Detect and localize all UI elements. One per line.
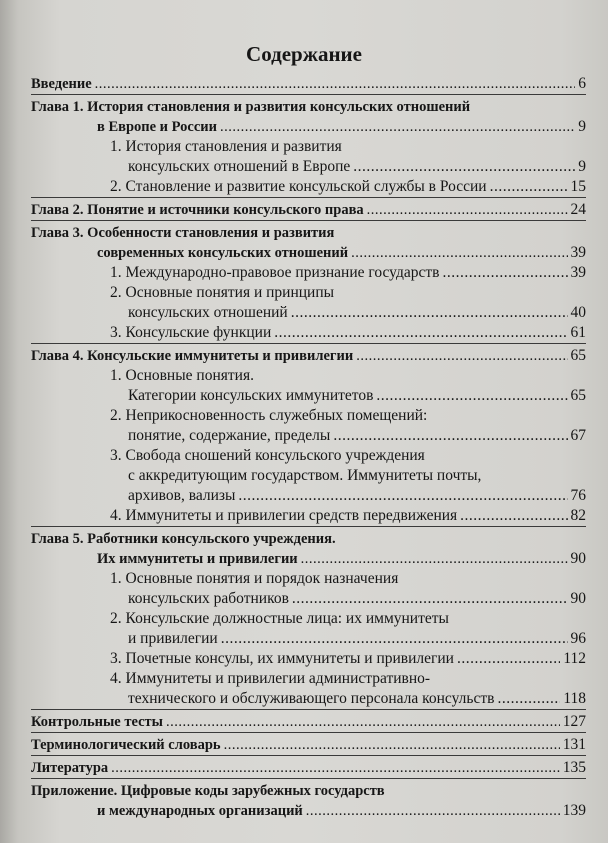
- toc-entry-text: 2. Становление и развитие консульской службы в России: [110, 178, 487, 195]
- toc-entry-text: 3. Почетные консулы, их иммунитеты и привилегии: [110, 650, 454, 667]
- toc-line: [110, 303, 586, 323]
- toc-line: [110, 669, 586, 689]
- toc-entry-text: и привилегии: [128, 630, 218, 647]
- toc-line: [110, 283, 586, 303]
- toc-line: [31, 781, 586, 801]
- toc-line: [31, 97, 586, 117]
- table-of-contents: [22, 74, 586, 821]
- page-number: 6: [578, 75, 586, 92]
- toc-chapter-entry: [22, 200, 586, 220]
- toc-entry-text: Контрольные тесты: [31, 714, 163, 730]
- toc-line: [31, 223, 586, 243]
- page-number: 131: [562, 736, 586, 753]
- toc-line: [110, 426, 586, 446]
- page-number: 61: [570, 324, 586, 341]
- toc-section-entry: [22, 649, 586, 669]
- page-number: 139: [562, 802, 586, 819]
- toc-entry-text: понятие, содержание, пределы: [128, 427, 331, 444]
- toc-entry-text: 2. Основные понятия и принципы: [110, 284, 335, 301]
- toc-entry-text: Категории консульских иммунитетов: [128, 387, 374, 404]
- toc-line: [110, 629, 586, 649]
- dot-leader: [301, 549, 568, 569]
- dot-leader: [111, 758, 560, 778]
- toc-line: [110, 366, 586, 386]
- page-number: 96: [570, 630, 586, 647]
- toc-section-entry: [22, 283, 586, 323]
- toc-entry-text: 2. Консульские должностные лица: их иммунитеты: [110, 610, 449, 627]
- toc-entry-text: современных консульских отношений: [97, 245, 349, 261]
- toc-entry-text: Глава 2. Понятие и источники консульского права: [31, 202, 364, 218]
- toc-line: [110, 263, 586, 283]
- toc-entry-text: консульских отношений в Европе: [128, 158, 351, 175]
- toc-chapter-entry: [22, 74, 586, 94]
- dot-leader: [497, 689, 560, 709]
- toc-line: [110, 689, 586, 709]
- toc-line: [110, 649, 586, 669]
- toc-line: [31, 346, 586, 366]
- toc-line: [31, 74, 586, 94]
- toc-line: [110, 157, 586, 177]
- toc-line: [110, 589, 586, 609]
- toc-chapter-entry: [22, 223, 586, 263]
- toc-line: [31, 117, 586, 137]
- page-number: 15: [570, 178, 586, 195]
- toc-line: [110, 406, 586, 426]
- page-number: 76: [570, 487, 586, 504]
- toc-section-entry: [22, 406, 586, 446]
- toc-section-entry: [22, 137, 586, 177]
- toc-entry-text: 1. Основные понятия.: [110, 367, 254, 384]
- toc-entry-text: Глава 4. Консульские иммунитеты и привилегии: [31, 348, 354, 364]
- page-number: 39: [570, 244, 586, 261]
- page-title: Содержание: [246, 42, 362, 66]
- toc-chapter-entry: [22, 529, 586, 569]
- toc-line: [31, 243, 586, 263]
- dot-leader: [367, 200, 568, 220]
- toc-entry-text: 1. Основные понятия и порядок назначения: [110, 570, 399, 587]
- dot-leader: [274, 323, 567, 343]
- toc-section-entry: [22, 263, 586, 283]
- page-number: 127: [562, 713, 586, 730]
- toc-section-entry: [22, 506, 586, 526]
- toc-line: [31, 549, 586, 569]
- page-number: 65: [570, 387, 586, 404]
- page-number: 118: [563, 690, 586, 707]
- toc-entry-text: технического и обслуживающего персонала консульств: [128, 690, 495, 707]
- dot-leader: [457, 649, 560, 669]
- toc-section-entry: [22, 609, 586, 649]
- toc-section-entry: [22, 669, 586, 709]
- toc-entry-text: Их иммунитеты и привилегии: [97, 551, 298, 567]
- toc-line: [110, 506, 586, 526]
- page-number: 90: [570, 550, 586, 567]
- toc-section-entry: [22, 323, 586, 343]
- toc-entry-text: Терминологический словарь: [31, 737, 221, 753]
- toc-entry-text: 1. История становления и развития: [110, 138, 342, 155]
- dot-leader: [224, 735, 560, 755]
- toc-entry-text: 2. Неприкосновенность служебных помещений:: [110, 407, 428, 424]
- toc-line: [31, 200, 586, 220]
- page-number: 65: [570, 347, 586, 364]
- dot-leader: [221, 629, 568, 649]
- toc-entry-text: консульских отношений: [128, 304, 288, 321]
- dot-leader: [166, 712, 560, 732]
- toc-line: [31, 529, 586, 549]
- page-number: 39: [570, 264, 586, 281]
- toc-chapter-entry: [22, 712, 586, 732]
- page-number: 24: [570, 201, 586, 218]
- toc-chapter-entry: [22, 781, 586, 821]
- toc-entry-text: 3. Свобода сношений консульского учреждения: [110, 447, 425, 464]
- toc-entry-text: Литература: [31, 760, 109, 776]
- toc-chapter-entry: [22, 735, 586, 755]
- toc-entry-text: Введение: [31, 76, 92, 92]
- toc-section-entry: [22, 569, 586, 609]
- toc-line: [110, 466, 586, 486]
- toc-section-entry: [22, 177, 586, 197]
- toc-line: [31, 801, 586, 821]
- toc-chapter-entry: [22, 346, 586, 366]
- dot-leader: [353, 157, 575, 177]
- toc-section-entry: [22, 446, 586, 506]
- page-number: 9: [578, 158, 586, 175]
- toc-line: [31, 758, 586, 778]
- dot-leader: [351, 243, 567, 263]
- page-number: 9: [578, 118, 586, 135]
- toc-section-entry: [22, 366, 586, 406]
- page-number: 40: [570, 304, 586, 321]
- dot-leader: [95, 74, 576, 94]
- toc-entry-text: 4. Иммунитеты и привилегии средств передвижения: [110, 507, 458, 524]
- toc-line: [110, 386, 586, 406]
- toc-entry-text: с аккредитующим государством. Иммунитеты почты,: [128, 467, 482, 484]
- toc-line: [110, 609, 586, 629]
- dot-leader: [292, 589, 568, 609]
- dot-leader: [442, 263, 567, 283]
- toc-entry-text: и международных организаций: [97, 803, 303, 819]
- page-number: 112: [563, 650, 586, 667]
- toc-entry-text: архивов, вализы: [128, 487, 236, 504]
- page-number: 67: [570, 427, 586, 444]
- page-number: 90: [570, 590, 586, 607]
- dot-leader: [490, 177, 568, 197]
- toc-line: [110, 323, 586, 343]
- toc-line: [110, 569, 586, 589]
- toc-line: [110, 486, 586, 506]
- toc-entry-text: в Европе и России: [97, 119, 217, 135]
- toc-entry-text: Глава 1. История становления и развития консульских отношений: [31, 99, 471, 115]
- toc-entry-text: Глава 5. Работники консульского учреждения.: [31, 531, 336, 547]
- page-number: 82: [570, 507, 586, 524]
- toc-entry-text: 3. Консульские функции: [110, 324, 272, 341]
- toc-line: [31, 735, 586, 755]
- dot-leader: [376, 386, 567, 406]
- dot-leader: [356, 346, 567, 366]
- toc-chapter-entry: [22, 97, 586, 137]
- toc-chapter-entry: [22, 758, 586, 778]
- toc-line: [110, 177, 586, 197]
- dot-leader: [220, 117, 575, 137]
- toc-entry-text: Глава 3. Особенности становления и развития: [31, 225, 335, 241]
- page-number: 135: [562, 759, 586, 776]
- dot-leader: [238, 486, 567, 506]
- toc-entry-text: консульских работников: [128, 590, 289, 607]
- toc-entry-text: 4. Иммунитеты и привилегии административно-: [110, 670, 431, 687]
- toc-line: [110, 137, 586, 157]
- toc-entry-text: 1. Международно-правовое признание государств: [110, 264, 440, 281]
- toc-entry-text: Приложение. Цифровые коды зарубежных государств: [31, 783, 385, 799]
- dot-leader: [460, 506, 567, 526]
- toc-line: [110, 446, 586, 466]
- dot-leader: [306, 801, 560, 821]
- dot-leader: [333, 426, 567, 446]
- dot-leader: [291, 303, 568, 323]
- toc-line: [31, 712, 586, 732]
